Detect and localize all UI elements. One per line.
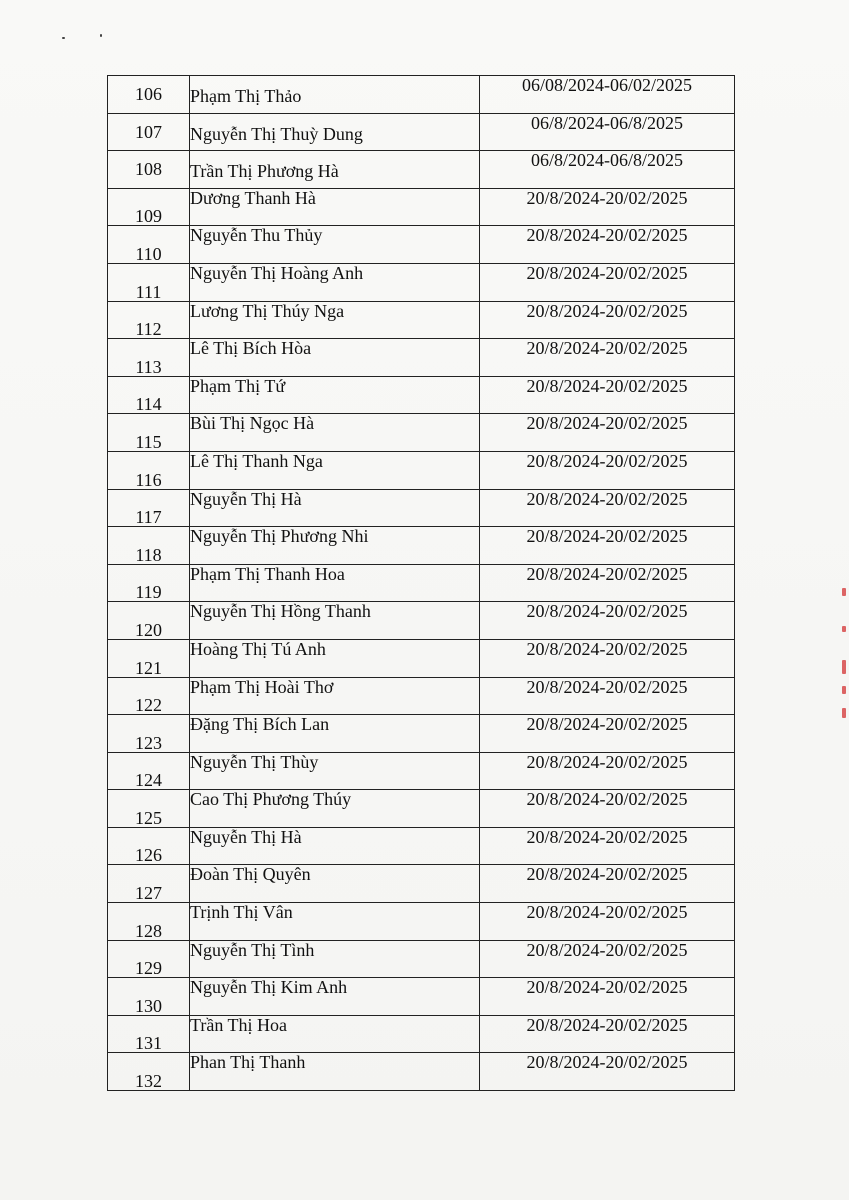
contract-period-cell: 20/8/2024-20/02/2025 (480, 489, 735, 527)
contract-period-cell: 20/8/2024-20/02/2025 (480, 414, 735, 452)
table-row (108, 451, 735, 489)
contract-period-cell: 20/8/2024-20/02/2025 (480, 790, 735, 828)
contract-period-cell: 20/8/2024-20/02/2025 (480, 677, 735, 715)
table-row (108, 376, 735, 414)
employee-name-cell: Lương Thị Thúy Nga (190, 301, 480, 339)
employee-name-cell: Cao Thị Phương Thúy (190, 790, 480, 828)
contract-period-cell: 06/8/2024-06/8/2025 (480, 151, 735, 189)
table-row (108, 339, 735, 377)
table-row (108, 414, 735, 452)
row-number-cell: 106 (108, 76, 190, 114)
employee-name-cell: Phạm Thị Thanh Hoa (190, 564, 480, 602)
contract-period-cell: 20/8/2024-20/02/2025 (480, 752, 735, 790)
scan-speck (62, 37, 65, 39)
row-number-cell: 108 (108, 151, 190, 189)
row-number-cell: 115 (108, 414, 190, 452)
table-row (108, 188, 735, 226)
table-row (108, 602, 735, 640)
employee-name-cell: Phạm Thị Thảo (190, 76, 480, 114)
employee-name-cell: Lê Thị Thanh Nga (190, 451, 480, 489)
red-stamp-edge (842, 686, 846, 694)
table-row (108, 564, 735, 602)
contract-period-cell: 20/8/2024-20/02/2025 (480, 602, 735, 640)
row-number-cell: 112 (108, 301, 190, 339)
row-number-cell: 116 (108, 451, 190, 489)
contract-period-cell: 20/8/2024-20/02/2025 (480, 978, 735, 1016)
row-number-cell: 131 (108, 1015, 190, 1053)
row-number-cell: 125 (108, 790, 190, 828)
table-row (108, 940, 735, 978)
row-number-cell: 109 (108, 188, 190, 226)
contract-period-cell: 20/8/2024-20/02/2025 (480, 527, 735, 565)
employee-name-cell: Nguyễn Thị Phương Nhi (190, 527, 480, 565)
contract-period-cell: 06/8/2024-06/8/2025 (480, 113, 735, 151)
contract-period-cell: 20/8/2024-20/02/2025 (480, 263, 735, 301)
row-number-cell: 123 (108, 715, 190, 753)
employee-name-cell: Lê Thị Bích Hòa (190, 339, 480, 377)
employee-name-cell: Nguyễn Thị Thùy (190, 752, 480, 790)
table-row (108, 76, 735, 114)
table-row (108, 151, 735, 189)
contract-period-cell: 20/8/2024-20/02/2025 (480, 451, 735, 489)
table-row (108, 1053, 735, 1091)
employee-name-cell: Nguyễn Thị Hà (190, 827, 480, 865)
table-row (108, 489, 735, 527)
employee-name-cell: Nguyễn Thị Thuỳ Dung (190, 113, 480, 151)
employee-name-cell: Nguyễn Thu Thủy (190, 226, 480, 264)
employee-name-cell: Trần Thị Phương Hà (190, 151, 480, 189)
contract-period-cell: 06/08/2024-06/02/2025 (480, 76, 735, 114)
row-number-cell: 124 (108, 752, 190, 790)
employee-name-cell: Nguyễn Thị Tình (190, 940, 480, 978)
employee-name-cell: Bùi Thị Ngọc Hà (190, 414, 480, 452)
red-stamp-edge (842, 626, 846, 632)
table-row (108, 527, 735, 565)
table-row (108, 677, 735, 715)
employee-name-cell: Trần Thị Hoa (190, 1015, 480, 1053)
table-row (108, 263, 735, 301)
contract-period-cell: 20/8/2024-20/02/2025 (480, 903, 735, 941)
row-number-cell: 107 (108, 113, 190, 151)
table-row (108, 113, 735, 151)
row-number-cell: 130 (108, 978, 190, 1016)
contract-period-cell: 20/8/2024-20/02/2025 (480, 188, 735, 226)
employee-name-cell: Đoàn Thị Quyên (190, 865, 480, 903)
red-stamp-edge (842, 588, 846, 596)
row-number-cell: 120 (108, 602, 190, 640)
contract-period-cell: 20/8/2024-20/02/2025 (480, 301, 735, 339)
employee-name-cell: Phạm Thị Hoài Thơ (190, 677, 480, 715)
contract-period-cell: 20/8/2024-20/02/2025 (480, 564, 735, 602)
employee-name-cell: Đặng Thị Bích Lan (190, 715, 480, 753)
table-row (108, 790, 735, 828)
row-number-cell: 114 (108, 376, 190, 414)
employee-name-cell: Phạm Thị Tứ (190, 376, 480, 414)
table-row (108, 752, 735, 790)
contract-period-cell: 20/8/2024-20/02/2025 (480, 376, 735, 414)
row-number-cell: 113 (108, 339, 190, 377)
row-number-cell: 121 (108, 639, 190, 677)
table-row (108, 226, 735, 264)
contract-period-cell: 20/8/2024-20/02/2025 (480, 639, 735, 677)
table-row (108, 715, 735, 753)
employee-name-cell: Trịnh Thị Vân (190, 903, 480, 941)
row-number-cell: 118 (108, 527, 190, 565)
contract-period-cell: 20/8/2024-20/02/2025 (480, 865, 735, 903)
table-row (108, 301, 735, 339)
contract-period-cell: 20/8/2024-20/02/2025 (480, 940, 735, 978)
row-number-cell: 126 (108, 827, 190, 865)
table-row (108, 639, 735, 677)
row-number-cell: 122 (108, 677, 190, 715)
employee-name-cell: Nguyễn Thị Hồng Thanh (190, 602, 480, 640)
contract-period-cell: 20/8/2024-20/02/2025 (480, 1015, 735, 1053)
row-number-cell: 111 (108, 263, 190, 301)
row-number-cell: 127 (108, 865, 190, 903)
employee-name-cell: Nguyễn Thị Hoàng Anh (190, 263, 480, 301)
contract-period-cell: 20/8/2024-20/02/2025 (480, 226, 735, 264)
row-number-cell: 128 (108, 903, 190, 941)
row-number-cell: 110 (108, 226, 190, 264)
employee-name-cell: Nguyễn Thị Kim Anh (190, 978, 480, 1016)
contract-period-cell: 20/8/2024-20/02/2025 (480, 339, 735, 377)
row-number-cell: 119 (108, 564, 190, 602)
table-row (108, 978, 735, 1016)
employee-name-cell: Phan Thị Thanh (190, 1053, 480, 1091)
red-stamp-edge (842, 660, 846, 674)
table-row (108, 1015, 735, 1053)
row-number-cell: 129 (108, 940, 190, 978)
scan-speck (100, 34, 102, 37)
employee-name-cell: Nguyễn Thị Hà (190, 489, 480, 527)
table-row (108, 865, 735, 903)
contract-period-cell: 20/8/2024-20/02/2025 (480, 827, 735, 865)
contract-period-cell: 20/8/2024-20/02/2025 (480, 715, 735, 753)
employee-name-cell: Dương Thanh Hà (190, 188, 480, 226)
employee-name-cell: Hoàng Thị Tú Anh (190, 639, 480, 677)
staff-roster-table (107, 75, 735, 1091)
roster-table-body (108, 76, 735, 1091)
red-stamp-edge (842, 708, 846, 718)
contract-period-cell: 20/8/2024-20/02/2025 (480, 1053, 735, 1091)
table-row (108, 903, 735, 941)
row-number-cell: 132 (108, 1053, 190, 1091)
table-row (108, 827, 735, 865)
row-number-cell: 117 (108, 489, 190, 527)
